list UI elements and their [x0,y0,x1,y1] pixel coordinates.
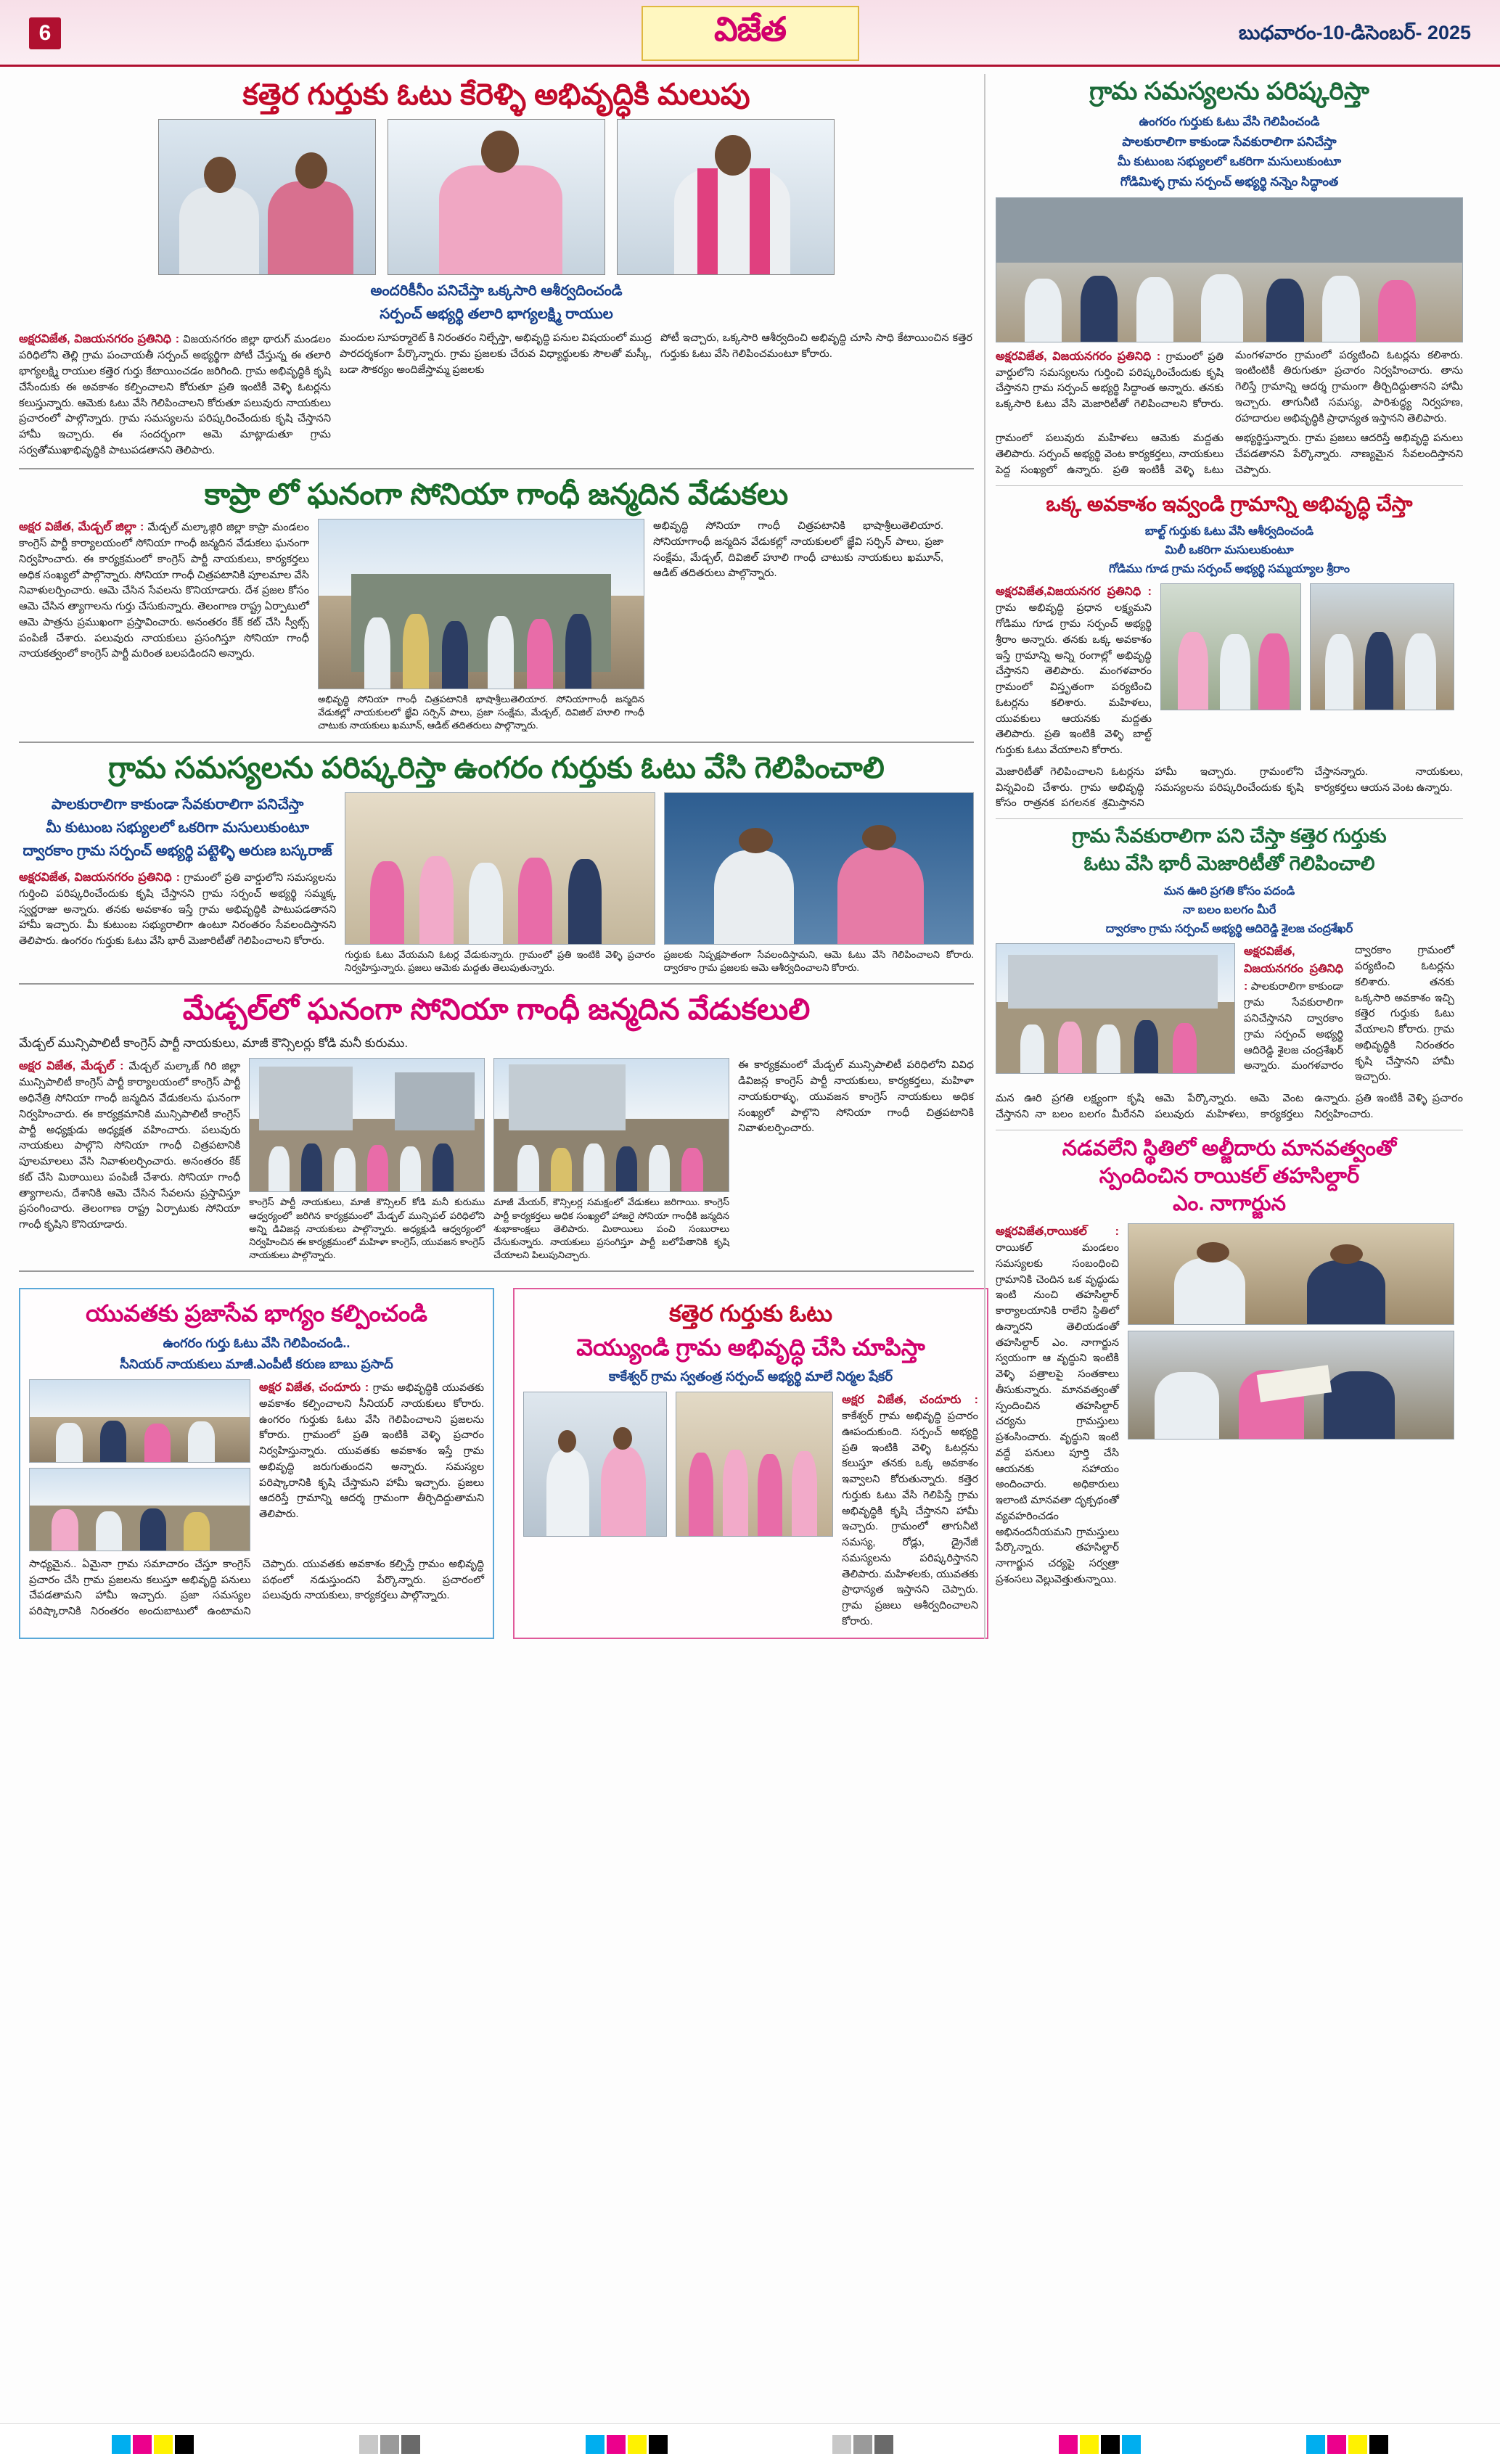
swatch-black-4 [1369,2435,1388,2454]
story-kattera-byline: అక్షర విజేత, చందూరు : [842,1394,978,1407]
swatch-group-4 [1306,2435,1388,2454]
story-kattera-headline1: కత్తెర గుర్తుకు ఓటు [668,1300,833,1327]
story-kapra-caption: అభివృద్ధి సోనియా గాంధీ చిత్రపటానికి భాషాశ్రీలుతెలియార. సోనియాగాంధీ జన్మదిన వేడుకల్లో నాయకులలో జ్ఞేవి సర్పిన్ పాలు, ప్రజా సంక్షేమ, మేడ్చల్, దివిజిల్ హూలి గాంధీ చాటుకు నాయకులు ఖమూన్, ఆడిట్ తదితరులు పాల్గొన్నారు. [318,694,644,731]
swatch-yellow [154,2435,173,2454]
right-story-okka-avakasam [996,492,1463,812]
right-story2-sub2: మిలీ ఒకరిగా మసులుకుంటూ [1165,543,1294,557]
story-top-subhead: అందరికీనీం పనిచేస్తా ఒక్కసారి ఆశీర్వదించండి [370,283,623,300]
story-top-caption2: పోటీ ఇచ్చారు, ఒక్కసారి ఆశీర్వదించి అభివృద్ధి చూసి సాధి కేటాయించిన కత్తెర గుర్తుకు ఓటు వేసి గెలిపించమంటూ కోరారు. [660,332,972,361]
story-ungaram-sub3: ద్వారకాం గ్రామ సర్పంచ్ అభ్యర్థి పట్టెళ్ళి అరుణ బస్కరాజ్ [22,842,332,859]
swatch-magenta [133,2435,152,2454]
swatch-group-gray-2 [832,2435,893,2454]
right-story3-sub2: నా బలం బలగం మీరే [1182,903,1276,916]
photo-candidate-man [617,119,835,275]
swatch-gray-dark [401,2435,420,2454]
right-story1-sub4: గోడిమిళ్ళ గ్రామ సర్పంచ్ అభ్యర్థి నన్నెం సిద్ధాంత [1120,175,1339,189]
story-medchal-cap2: మాజీ మేయర్, కౌన్సిలర్ల సమక్షంలో వేడుకలు జరిగాయి. కాంగ్రెస్ పార్టీ కార్యకర్తలు అధిక సంఖ్యలో హాజరై సోనియా గాంధీకి జన్మదిన శుభాకాంక్షలు తెలిపారు. మిఠాయిలు పంచి సంబురాలు చేసుకున్నారు. నాయకులు ప్రసంగిస్తూ పార్టీ బలోపేతానికి కృషి చేయాలని పిలుపునిచ్చారు. [493,1196,730,1261]
story-kapra-headline: కాప్రా లో ఘనంగా సోనియా గాంధీ జన్మదిన వేడుకలు [204,477,789,511]
photo-tahsildar-2 [1128,1331,1454,1440]
right-story1-body [996,348,1463,427]
story-kattera [513,1288,988,1638]
masthead [0,0,1500,67]
right-story1-text: గ్రామంలో ప్రతి వార్డులోని సమస్యలను గుర్తించి పరిష్కరించేందుకు కృషి చేస్తానని గ్రామ సర్పంచ్ అభ్యర్థి సిద్ధాంత అన్నారు. తనకు ఒక్కసారి ఓటు వేసి మెజారిటీతో గెలిపించాలని కోరారు. మంగళవారం గ్రామంలో పర్యటించి ఓటర్లను కలిశారు. ఇంటింటికీ తిరుగుతూ ప్రచారం నిర్వహించారు. తాను గెలిస్తే గ్రామాన్ని ఆదర్శ గ్రామంగా తీర్చిదిద్దుతానని హామీ ఇచ్చారు. తాగునీటి సమస్య, పారిశుద్ధ్య నిర్వహణ, రహదారుల అభివృద్ధికి ప్రాధాన్యత ఇస్తానని తెలిపారు. [996,349,1463,424]
swatch-group-gray [359,2435,420,2454]
photo-youth-1 [29,1379,250,1463]
story-ungaram-headline: గ్రామ సమస్యలను పరిష్కరిస్తా ఉంగరం గుర్తుకు ఓటు వేసి గెలిపించాలి [108,750,885,784]
swatch-gray-light [359,2435,378,2454]
story-top-subhead2: సర్పంచ్ అభ్యర్థి తలారి భాగ్యలక్ష్మి రాయుల [380,306,613,323]
page-content [0,67,1500,1639]
logo-text: విజేత [713,10,787,48]
right-story1-headline: గ్రామ సమస్యలను పరిష్కరిస్తా [1089,78,1369,105]
story-ungaram-sub1: పాలకురాలిగా కాకుండా సేవకురాలిగా పనిచేస్తా [51,796,304,813]
swatch-yellow-3 [1080,2435,1099,2454]
right-story4-headline3: ఎం. నాగార్జున [1173,1191,1286,1215]
right-story1-byline: అక్షరవిజేత, విజయనగరం ప్రతినిధి : [996,350,1161,363]
swatch-gray-mid-2 [853,2435,872,2454]
right-story2-text: గ్రామ అభివృద్ధి ప్రధాన లక్ష్యమని గోడిము గూడ గ్రామ సర్పంచ్ అభ్యర్థి శ్రీరాం అన్నారు. తనకు ఒక్క అవకాశం ఇస్తే గ్రామాన్ని అన్ని రంగాల్లో అభివృద్ధి చేస్తానని తెలిపారు. మంగళవారం గ్రామంలో విస్తృతంగా పర్యటించి ఓటర్లను కలిశారు. మహిళలు, యువకులు ఆయనకు మద్దతు తెలిపారు. ప్రతి ఇంటికి వెళ్ళి బాల్ట్ గుర్తుకు ఓటు వేయాలని కోరారు. [996,602,1152,757]
swatch-group-2 [586,2435,668,2454]
story-medchal-cap1: కాంగ్రెస్ పార్టీ నాయకులు, మాజీ కౌన్సిలర్ కోడి మనీ కురుము ఆధ్వర్యంలో జరిగిన కార్యక్రమంలో మేడ్చల్ మున్సిపల్ పరిధిలోని అన్ని డివిజన్ల నాయకులు పాల్గొన్నారు. అధ్యక్షుడి ఆధ్వర్యంలో నిర్వహించిన ఈ కార్యక్రమంలో మహిళా కాంగ్రెస్, యువజన కాంగ్రెస్ నాయకులు పాల్గొన్నారు. [249,1196,485,1261]
story-medchal-body [19,1058,240,1233]
swatch-gray-light-2 [832,2435,851,2454]
right-story1-text2: గ్రామంలో పలువురు మహిళలు ఆమెకు మద్దతు తెలిపారు. సర్పంచ్ అభ్యర్థి వెంట కార్యకర్తలు, నాయకులు పెద్ద సంఖ్యలో ఉన్నారు. ప్రతి ఇంటికీ వెళ్ళి ఓటు అభ్యర్థిస్తున్నారు. గ్రామ ప్రజలు ఆదరిస్తే అభివృద్ధి పనులు చేపడతానని పేర్కొన్నారు. నాణ్యమైన సేవలందిస్తానని చెప్పారు. [996,432,1463,476]
right-story3-text2: మన ఊరి ప్రగతి లక్ష్యంగా కృషి చేస్తానని నా బలం బలగం మీరేనని ఆమె పేర్కొన్నారు. ఆమె వెంట పలువురు మహిళలు, కార్యకర్తలు ఉన్నారు. ప్రతి ఇంటికీ వెళ్ళి ప్రచారం నిర్వహించారు. [996,1093,1463,1120]
bottom-boxes [19,1279,978,1638]
photo-right-story3 [996,943,1235,1074]
swatch-black-2 [649,2435,668,2454]
right-story4-body [996,1223,1119,1588]
swatch-magenta-2 [607,2435,626,2454]
swatch-cyan-3 [1122,2435,1141,2454]
story-top-headline: కత్తెర గుర్తుకు ఓటు కేరెళ్ళి అభివృద్ధికి మలుపు [242,78,750,111]
right-story2-sub3: గోడిము గూడ గ్రామ సర్పంచ్ అభ్యర్థి సమ్మయ్యాల శ్రీరాం [1109,563,1350,576]
right-story4-headline2: స్పందించిన రాయికల్ తహసిల్దార్ [1099,1164,1360,1188]
photo-right-story2-b [1310,583,1454,710]
story-kattera-headline2: వెయ్యుండి గ్రామ అభివృద్ధి చేసి చూపిస్తా [576,1334,925,1360]
photo-ungaram-group [345,792,655,945]
story-ungaram-text: గ్రామంలో ప్రతి వార్డులోని సమస్యలను గుర్తించి పరిష్కరించేందుకు కృషి చేస్తానని గ్రామ సర్పంచ్ అభ్యర్థి సమ్మక్క స్వర్ణరాజు అన్నారు. తనకు అవకాశం ఇస్తే గ్రామ అభివృద్ధికి పాటుపడతానని హామీ ఇచ్చారు. మీ కుటుంబ సభ్యురాలిగా ఉంటూ నిరంతరం సేవలందిస్తానని తెలిపారు. ఉంగరం గుర్తుకు ఓటు వేసి భారీ మెజారిటీతో గెలిపించాలని కోరారు. [19,871,337,948]
story-youth-text: గ్రామ అభివృద్ధికి యువతకు అవకాశం కల్పించాలని సీనియర్ నాయకులు కోరారు. ఉంగరం గుర్తుకు ఓటు వేసి గెలిపించాలని ప్రజలను కోరారు. గ్రామంలో ప్రతి ఇంటికి వెళ్ళి ప్రచారం నిర్వహిస్తున్నారు. యువతకు అవకాశం ఇస్తే గ్రామ అభివృద్ధి జరుగుతుందని అన్నారు. సమస్యల పరిష్కారానికి కృషి చేస్తామని హామీ ఇచ్చారు. ప్రజలు ఆదరిస్తే గ్రామాన్ని ఆదర్శ గ్రామంగా తీర్చిదిద్దుతామని తెలిపారు. [259,1381,484,1521]
right-story4-text: రాయికల్ మండలం సమస్యలకు సంబంధించి గ్రామానికి చెందిన ఒక వృద్ధుడు ఇంటి నుంచి తహసిల్దార్ కార్యాలయానికి రాలేని స్థితిలో ఉన్నారని తెలియడంతో తహసిల్దార్ ఎం. నాగార్జున స్వయంగా ఆ వృద్ధుని ఇంటికి వెళ్ళి పత్రాలపై సంతకాలు తీసుకున్నారు. మానవత్వంతో స్పందించిన తహసిల్దార్ చర్యను గ్రామస్తులు ప్రశంసించారు. వృద్ధుని ఇంటి వద్దే పనులు పూర్తి చేసి ఆయనకు సహాయం అందించారు. అధికారులు ఇలాంటి మానవతా దృక్పథంతో వ్యవహరించడం అభినందనీయమని గ్రామస్తులు పేర్కొన్నారు. తహసిల్దార్ నాగార్జున చర్యపై సర్వత్రా ప్రశంసలు వెల్లువెత్తుతున్నాయి. [996,1242,1119,1585]
right-story3-sub3: ద్వారకాం గ్రామ సర్పంచ్ అభ్యర్థి ఆదిరెడ్డి శైలజ చంద్రశేఖర్ [1105,923,1353,936]
story-medchal [19,992,974,1262]
photo-youth-2 [29,1468,250,1551]
right-story2-headline: ఒక్క అవకాశం ఇవ్వండి గ్రామాన్ని అభివృద్ధి చేస్తా [1046,492,1413,515]
swatch-gray-mid [380,2435,399,2454]
story-youth-sub2: సీనియర్ నాయకులు మాజీ.ఎంపీటీ కరుణ బాబు ప్రసాద్ [120,1356,393,1371]
swatch-gray-dark-2 [874,2435,893,2454]
photo-medchal-2 [493,1058,729,1192]
right-story2-body [996,583,1152,759]
swatch-cyan-2 [586,2435,604,2454]
right-story-tahsildar [996,1136,1463,1588]
photo-medchal-1 [249,1058,485,1192]
right-story-gramasamasyalu [996,77,1463,479]
right-story3-headline1: గ్రామ సేవకురాలిగా పని చేస్తా కత్తెర గుర్తుకు [1072,825,1387,847]
story-ungaram-sub2: మీ కుటుంబ సభ్యులలో ఒకరిగా మసులుకుంటూ [46,819,310,836]
publication-date: బుధవారం-10-డిసెంబర్- 2025 [1238,22,1471,44]
photo-right-story1 [996,197,1463,342]
right-story4-byline: అక్షరవిజేత,రాయికల్ : [996,1225,1119,1239]
story-kapra-byline: అక్షర విజేత, మేడ్చల్ జిల్లా : [19,521,144,533]
story-kapra-body [19,519,309,662]
story-youth [19,1288,494,1638]
right-story2-byline: అక్షరవిజేత,విజయనగర ప్రతినిధి : [996,586,1152,599]
story-top-photos [19,119,974,275]
right-story3-headline2: ఓటు వేసి భారీ మెజారిటీతో గెలిపించాలి [1083,852,1375,874]
story-ungaram-cap2: ప్రజలకు నిష్పక్షపాతంగా సేవలందిస్తామని, ఆమె ఓటు వేసి గెలిపించాలని కోరారు. ద్వారకాం గ్రామ ప్రజలకు ఆమె ఆశీర్వదించాలని కోరారు. [663,948,975,974]
left-column [19,74,984,1639]
story-medchal-text: మేడ్చల్ మల్కాజ్ గిరి జిల్లా మున్సిపాలిటీ కాంగ్రెస్ పార్టీ కార్యాలయంలో కాంగ్రెస్ పార్టీ అధినేత్రి సోనియా గాంధీ జన్మదిన వేడుకలను ఘనంగా నిర్వహించారు. ఈ కార్యక్రమానికి మున్సిపాలిటీ కాంగ్రెస్ పార్టీ అధ్యక్షుడు అధ్యక్షత వహించారు. పలువురు నాయకులు పాల్గొని సోనియా గాంధీ చిత్రపటానికి పూలమాలలు వేసి నివాళులర్పించారు. అనంతరం కేక్ కట్ చేసి మిఠాయిలు పంపిణీ చేశారు. సోనియా గాంధీ త్యాగాలను, దేశానికి ఆమె చేసిన సేవలను ప్రస్తావిస్తూ ప్రసంగించారు. తెలంగాణ రాష్ట్ర ఏర్పాటుకు సోనియా గాంధీ కృషిని కొనియాడారు. [19,1061,241,1231]
story-top-caption1: మందుల సూపర్మారెట్ కి నిరంతరం నిల్చేస్తా, అభివృద్ధి పనుల విషయంలో ముద్ర పారదర్శకంగా పేర్కొన్నారు. గ్రామ ప్రజలకు చేరువ విధ్యార్థులకు సౌలతో మస్కీ, బడా సౌకర్యం అందిజేస్తామ్మ ప్రజలకు [340,332,652,376]
right-story1-sub1: ఉంగరం గుర్తుకు ఓటు వేసి గెలిపించండి [1139,115,1320,129]
story-medchal-headline: మేడ్చల్‌లో ఘనంగా సోనియా గాంధీ జన్మదిన వేడుకలులి [182,993,811,1027]
story-medchal-byline: అక్షర విజేత, మేడ్చల్ : [19,1060,124,1073]
story-top-body [19,331,331,459]
photo-couple [158,119,376,275]
swatch-black-3 [1101,2435,1120,2454]
story-kapra-text-cont: అభివృద్ధి సోనియా గాంధీ చిత్రపటానికి భాషాశ్రీలుతెలియార. సోనియాగాంధీ జన్మదిన వేడుకల్లో నాయకులలో జ్ఞేవి సర్పిన్ పాలు, ప్రజా సంక్షేమ, మేడ్చల్, దివిజిల్ హూలి గాంధీ చాటుకు నాయకులు ఖమూన్, ఆడిట్ తదితరులు పాల్గొన్నారు. [653,520,943,580]
story-kapra-text: మేడ్చల్ మల్కాజ్గిరి జిల్లా కాప్రా మండలం కాంగ్రెస్ పార్టీ కార్యాలయంలో సోనియా గాంధీ జన్మదిన వేడుకలు ఘనంగా నిర్వహించారు. ఈ కార్యక్రమంలో కాంగ్రెస్ పార్టీ నాయకులు, కార్యకర్తలు అధిక సంఖ్యలో పాల్గొన్నారు. సోనియా గాంధీ చిత్రపటానికి పూలమాల వేసి నివాళులర్పించారు. ఆమె చేసిన సేవలను కొనియాడారు. దేశ ప్రజల కోసం ఆమె చేసిన త్యాగాలను గుర్తు చేసుకున్నారు. తెలంగాణ రాష్ట్ర ఏర్పాటులో ఆమె పాత్రను ప్రముఖంగా ప్రస్తావించారు. అనంతరం కేక్ కట్ చేసి స్వీట్స్ పంపిణీ చేశారు. పలువురు నాయకులు ప్రసంగిస్తూ సోనియా గాంధీ నాయకత్వంలో కాంగ్రెస్ పార్టీ మరింత బలపడిందని అన్నారు. [19,522,310,660]
story-top-byline: అక్షరవిజేత, విజయనగరం ప్రతినిధి : [19,333,180,346]
right-story3-sub1: మన ఊరి ప్రగతి కోసం పదండి [1163,884,1295,898]
right-story3-body [1244,943,1454,1085]
swatch-group-1 [112,2435,194,2454]
photo-kattera-2 [676,1392,833,1537]
page-number: 6 [29,17,61,49]
story-youth-body [259,1379,484,1523]
right-story2-text2: మెజారిటీతో గెలిపించాలని ఓటర్లను విన్నవించి చేశారు. గ్రామ అభివృద్ధి కోసం రాత్రనక పగలనక శ్రమిస్తానని హామీ ఇచ్చారు. గ్రామంలోని సమస్యలను పరిష్కరించేందుకు కృషి చేస్తానన్నారు. నాయకులు, కార్యకర్తలు ఆయన వెంట ఉన్నారు. [996,765,1463,810]
photo-kapra-event [318,519,644,689]
newspaper-logo [642,6,859,61]
swatch-magenta-4 [1327,2435,1346,2454]
story-top-text: విజయనగరం జిల్లా థారుగ్ మండలం పరిధిలోని తెల్లి గ్రామ పంచాయతీ సర్పంచ్ అభ్యర్థిగా పోటీ చేస్తున్న ఈ తలారి భాగ్యలక్ష్మి రాయుల కత్తెర గుర్తు కేటాయించడం జరిగింది. గ్రామ అభివృద్ధికి కృషి చేసేందుకు ఈ అవకాశం కల్పించాలని కోరుతూ ప్రతి ఇంటికీ వెళ్ళి ఓటర్లను కలుస్తున్నారు. ఆమెకు ఓటు వేసి గెలిపించాలని కోరుతూ పలువురు నాయకులు ప్రచారంలో పాల్గొన్నారు. గ్రామ సమస్యలను పరిష్కరించేందుకు కృషి చేస్తానని హామీ ఇచ్చారు. ఈ సందర్భంగా ఆమె మాట్లాడుతూ గ్రామ సర్వతోముఖాభివృద్ధికి పాటుపడతానని తెలిపారు. [19,334,331,456]
photo-ungaram-pair [664,792,974,945]
right-column [984,74,1463,1639]
story-kattera-sub: కాకేశ్వర్ గ్రామ స్వతంత్ర సర్పంచ్ అభ్యర్థి మాలే నిర్మల షేకర్ [608,1369,893,1384]
print-color-bar [0,2423,1500,2464]
swatch-cyan-4 [1306,2435,1325,2454]
story-kattera-body [842,1392,978,1630]
right-story1-sub3: మీ కుటుంబ సభ్యులలో ఒకరిగా మసులుకుంటూ [1117,155,1342,169]
photo-candidate-woman [388,119,605,275]
story-ungaram-cap1: గుర్తుకు ఓటు వేయమని ఓటర్ల వేడుకున్నారు. గ్రామంలో ప్రతి ఇంటికి వెళ్ళి ప్రచారం నిర్వహిస్తున్నారు. ప్రజలు ఆమెకు మద్దతు తెలుపుతున్నారు. [345,948,655,974]
right-story2-sub1: బాల్ట్ గుర్తుకు ఓటు వేసి ఆశీర్వదించండి [1144,525,1314,538]
swatch-magenta-3 [1059,2435,1078,2454]
swatch-black [175,2435,194,2454]
swatch-group-3 [1059,2435,1141,2454]
right-story3-byline: అక్షరవిజేత, విజయనగరం ప్రతినిధి : [1244,945,1343,993]
story-medchal-subhead: మేడ్చల్ మున్సిపాలిటీ కాంగ్రెస్ పార్టీ నాయకులు, మాజీ కౌన్సిలర్లు కోడి మనీ కురుము. [19,1035,409,1050]
story-top [19,77,974,459]
story-kapra [19,477,974,733]
story-kattera-text: కాకేశ్వర్ గ్రామ అభివృద్ధి ప్రచారం ఊపందుకుంది. సర్పంచ్ అభ్యర్థి ప్రతి ఇంటికి వెళ్ళి ఓటర్లను కలుస్తూ తనకు ఒక్క అవకాశం ఇవ్వాలని కోరుతున్నారు. కత్తెర గుర్తుకు ఓటు వేసి గెలిపిస్తే గ్రామ అభివృద్ధికి కృషి చేస్తానని హామీ ఇచ్చారు. గ్రామంలో తాగునీటి సమస్య, రోడ్లు, డ్రైనేజీ సమస్యలను పరిష్కరిస్తానని తెలిపారు. మహిళలకు, యువతకు ప్రాధాన్యత ఇస్తానని చెప్పారు. గ్రామ ప్రజలు ఆశీర్వదించాలని కోరారు. [842,1410,978,1627]
photo-kattera-1 [523,1392,667,1537]
story-youth-sub1: ఉంగరం గుర్తు ఓటు వేసి గెలిపించండి.. [163,1335,351,1350]
story-youth-byline: అక్షర విజేత, చందూరు : [259,1381,369,1394]
story-ungaram-body [19,869,336,950]
story-ungaram [19,750,974,975]
story-medchal-cap3: ఈ కార్యక్రమంలో మేడ్చల్ మున్సిపాలిటీ పరిధిలోని వివిధ డివిజన్ల కాంగ్రెస్ పార్టీ నాయకులు, కార్యకర్తలు, మహిళా నాయకురాళ్ళు, యువజన కాంగ్రెస్ నాయకులు అధిక సంఖ్యలో పాల్గొని సోనియా గాంధీ చిత్రపటానికి నివాళులర్పించారు. [738,1059,974,1135]
right-story1-sub2: పాలకురాలిగా కాకుండా సేవకురాలిగా పనిచేస్తా [1122,134,1337,149]
photo-right-story2-a [1160,583,1301,710]
right-story4-headline1: నడవలేని స్థితిలో అల్జీదారు మానవత్వంతో [1062,1136,1397,1160]
right-story-sevakuralu [996,825,1463,1123]
swatch-cyan [112,2435,131,2454]
right-story3-text: పాలకురాలిగా కాకుండా గ్రామ సేవకురాలిగా పనిచేస్తానని ద్వారకాం గ్రామ సర్పంచ్ అభ్యర్థి ఆదిరెడ్డి శైలజ చంద్రశేఖర్ అన్నారు. మంగళవారం ద్వారకాం గ్రామంలో పర్యటించి ఓటర్లను కలిశారు. తనకు ఒక్కసారి అవకాశం ఇచ్చి కత్తెర గుర్తుకు ఓటు వేయాలని కోరారు. గ్రామ అభివృద్ధికి నిరంతరం కృషి చేస్తానని హామీ ఇచ్చారు. [1244,945,1454,1083]
story-ungaram-byline: అక్షరవిజేత, విజయనగరం ప్రతినిధి : [19,871,180,884]
swatch-yellow-2 [628,2435,647,2454]
photo-tahsildar-1 [1128,1223,1454,1325]
story-youth-caption: సాధ్యమైన.. ఏమైనా గ్రామ సమాచారం చేస్తూ కాంగ్రెస్ ప్రచారం చేసి గ్రామ ప్రజలను కలుస్తూ అభివృద్ధి పనులు చేపడతామని హామీ ఇచ్చారు. ప్రజా సమస్యల పరిష్కారానికి నిరంతరం అందుబాటులో ఉంటామని చెప్పారు. యువతకు అవకాశం కల్పిస్తే గ్రామం అభివృద్ధి పథంలో నడుస్తుందని పేర్కొన్నారు. ప్రచారంలో పలువురు నాయకులు, కార్యకర్తలు పాల్గొన్నారు. [29,1558,484,1618]
swatch-yellow-4 [1348,2435,1367,2454]
story-youth-headline: యువతకు ప్రజాసేవ భాగ్యం కల్పించండి [86,1300,427,1327]
